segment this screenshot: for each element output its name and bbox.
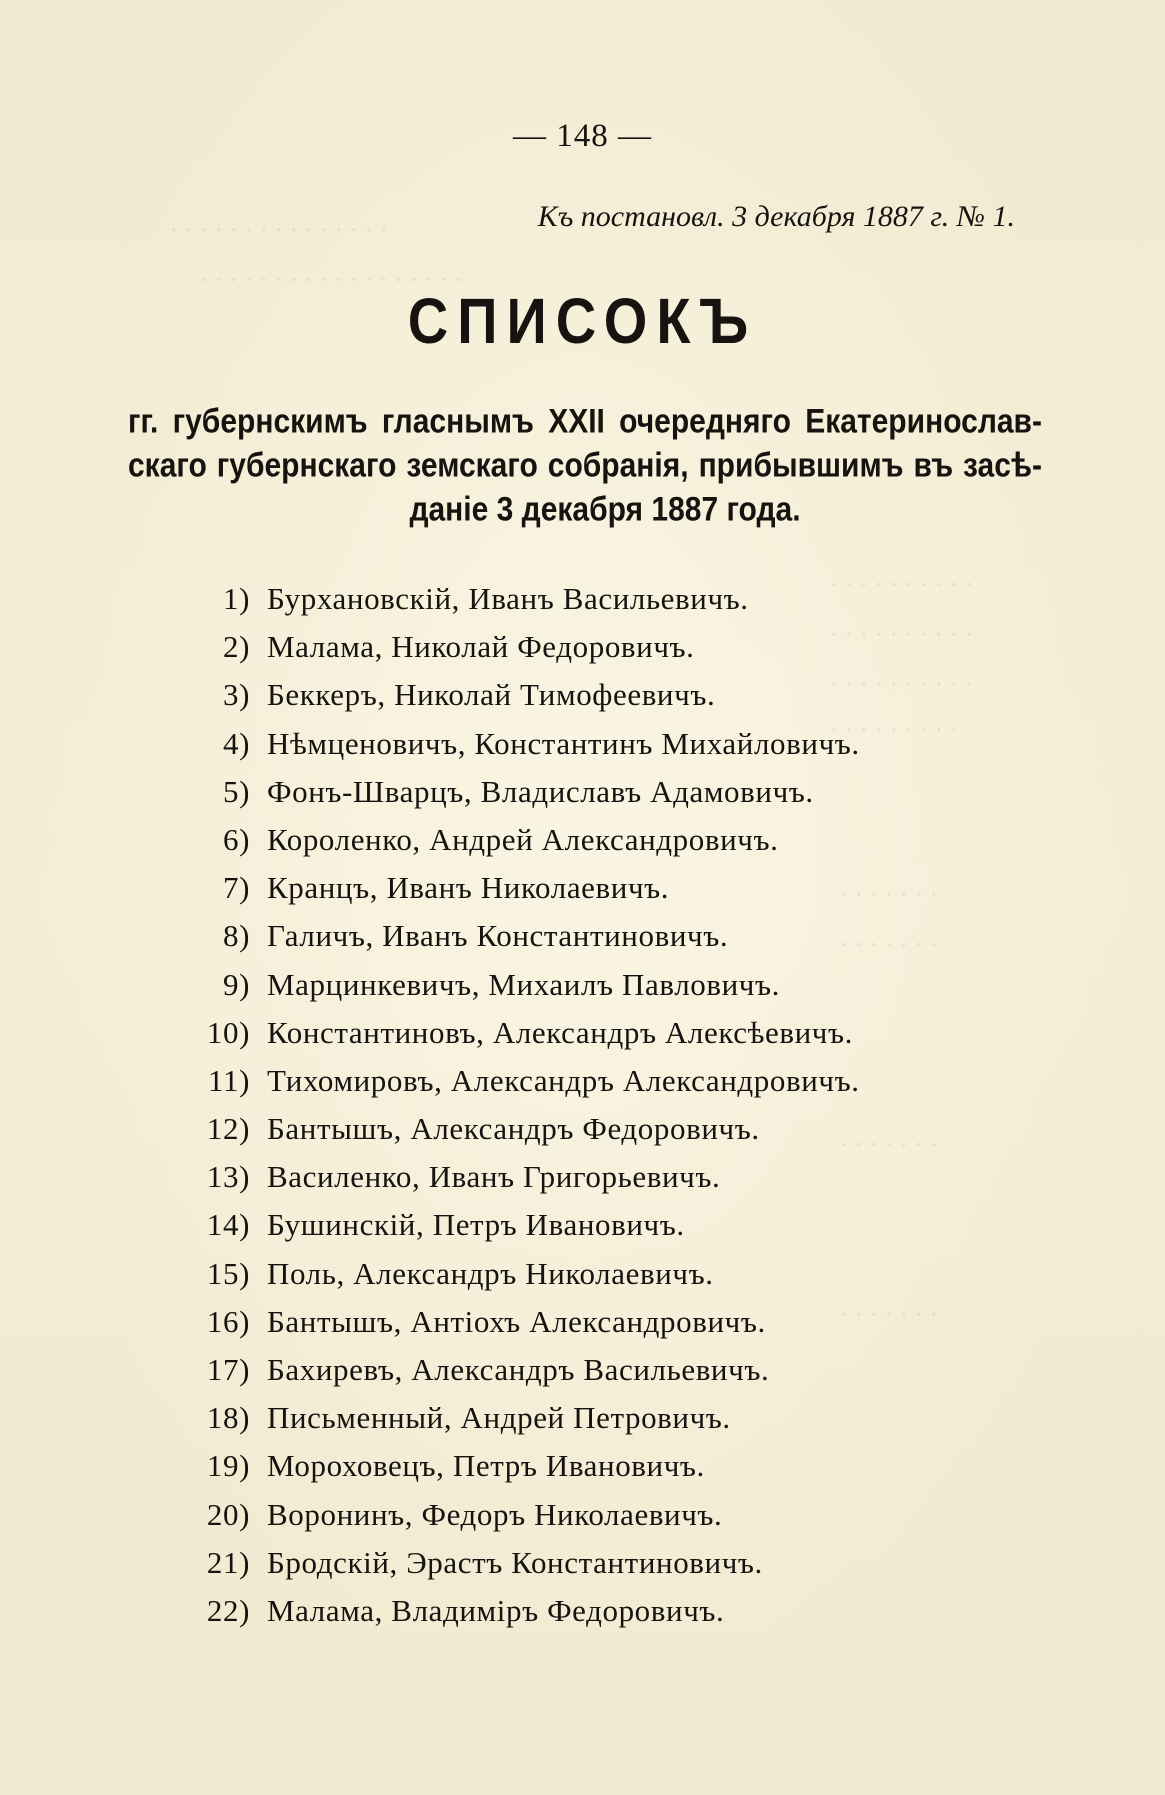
item-name: Бродскій, Эрастъ Константиновичъ. xyxy=(267,1544,763,1580)
item-number: 14) xyxy=(206,1207,250,1243)
item-name: Нѣмценовичъ, Константинъ Михайловичъ. xyxy=(267,725,860,761)
item-number: 6) xyxy=(222,821,250,857)
item-name: Бахиревъ, Александръ Васильевичъ. xyxy=(267,1352,770,1387)
list-item xyxy=(0,1304,1165,1352)
attendee-list xyxy=(0,581,1165,1641)
item-name: Бурхановскій, Иванъ Васильевичъ. xyxy=(267,581,749,616)
list-item xyxy=(0,1545,1165,1593)
list-item xyxy=(0,1063,1165,1111)
item-name: Марцинкевичъ, Михаилъ Павловичъ. xyxy=(267,966,780,1002)
list-item xyxy=(0,629,1165,677)
list-item xyxy=(0,774,1165,822)
list-item xyxy=(0,1111,1165,1159)
item-name: Короленко, Андрей Александровичъ. xyxy=(267,821,779,857)
item-number: 19) xyxy=(206,1448,250,1484)
list-item xyxy=(0,1497,1165,1545)
item-number: 12) xyxy=(206,1111,250,1147)
item-name: Бантышъ, Александръ Федоровичъ. xyxy=(267,1111,760,1147)
item-name: Константиновъ, Александръ Алексѣевичъ. xyxy=(267,1014,853,1050)
document-title: СПИСОКЪ xyxy=(407,284,758,357)
list-item xyxy=(0,822,1165,870)
item-number: 18) xyxy=(206,1400,250,1436)
subtitle-line: даніе 3 декабря 1887 года. xyxy=(409,490,801,529)
item-name: Кранцъ, Иванъ Николаевичъ. xyxy=(267,870,670,906)
item-name: Мороховецъ, Петръ Ивановичъ. xyxy=(267,1448,705,1484)
item-name: Василенко, Иванъ Григорьевичъ. xyxy=(267,1159,721,1195)
list-item xyxy=(0,1207,1165,1255)
page-number: — 148 — xyxy=(513,118,652,154)
list-item xyxy=(0,870,1165,918)
item-number: 10) xyxy=(206,1014,250,1050)
item-name: Тихомировъ, Александръ Александровичъ. xyxy=(267,1062,860,1098)
list-item xyxy=(0,677,1165,725)
list-item xyxy=(0,1593,1165,1641)
item-name: Письменный, Андрей Петровичъ. xyxy=(267,1400,731,1436)
item-number: 5) xyxy=(222,773,250,809)
item-name: Воронинъ, Федоръ Николаевичъ. xyxy=(267,1496,723,1532)
item-name: Фонъ-Шварцъ, Владиславъ Адамовичъ. xyxy=(267,773,814,809)
item-number: 21) xyxy=(206,1544,250,1580)
item-number: 16) xyxy=(206,1303,250,1339)
decree-reference: Къ постановл. 3 декабря 1887 г. № 1. xyxy=(537,200,1015,233)
list-item xyxy=(0,581,1165,629)
item-name: Малама, Николай Федоровичъ. xyxy=(267,629,695,665)
list-item xyxy=(0,1256,1165,1304)
item-number: 20) xyxy=(206,1496,250,1532)
subtitle-line: гг. губернскимъ гласнымъ XXII очередняго Екатеринослав- xyxy=(128,402,1042,441)
item-name: Бушинскій, Петръ Ивановичъ. xyxy=(267,1207,685,1243)
item-number: 17) xyxy=(206,1352,250,1387)
item-number: 1) xyxy=(222,581,250,616)
item-number: 11) xyxy=(208,1062,250,1098)
list-item xyxy=(0,1448,1165,1496)
document-subtitle xyxy=(128,400,1042,532)
item-number: 4) xyxy=(222,725,250,761)
item-name: Поль, Александръ Николаевичъ. xyxy=(267,1255,714,1291)
item-number: 9) xyxy=(222,966,250,1002)
list-item xyxy=(0,918,1165,966)
item-number: 7) xyxy=(222,870,250,906)
item-number: 22) xyxy=(206,1592,250,1628)
item-number: 15) xyxy=(206,1255,250,1291)
bleed-through-texture: . . . . . . . . . . . . . . . . . . . . . . . . . . . . . . . . . . . . . . . . . . . . . . . . . . . . . . . . . . . . . . . . . . . . . . . . . . . . . . . . . . . . . . . . . . . . . . . . . . . . xyxy=(170,205,973,1323)
list-item xyxy=(0,1400,1165,1448)
item-number: 8) xyxy=(222,918,250,954)
list-item xyxy=(0,1015,1165,1063)
item-number: 13) xyxy=(206,1159,250,1195)
list-item xyxy=(0,1352,1165,1400)
item-name: Малама, Владиміръ Федоровичъ. xyxy=(267,1592,725,1628)
list-item xyxy=(0,1159,1165,1207)
list-item xyxy=(0,967,1165,1015)
list-item xyxy=(0,726,1165,774)
item-name: Бантышъ, Антіохъ Александровичъ. xyxy=(267,1303,766,1339)
item-name: Галичъ, Иванъ Константиновичъ. xyxy=(267,918,729,954)
subtitle-line: скаго губернскаго земскаго собранія, прибывшимъ въ засѣ- xyxy=(128,446,1042,485)
item-number: 3) xyxy=(222,677,250,713)
item-number: 2) xyxy=(222,629,250,665)
item-name: Беккеръ, Николай Тимофеевичъ. xyxy=(267,677,716,713)
